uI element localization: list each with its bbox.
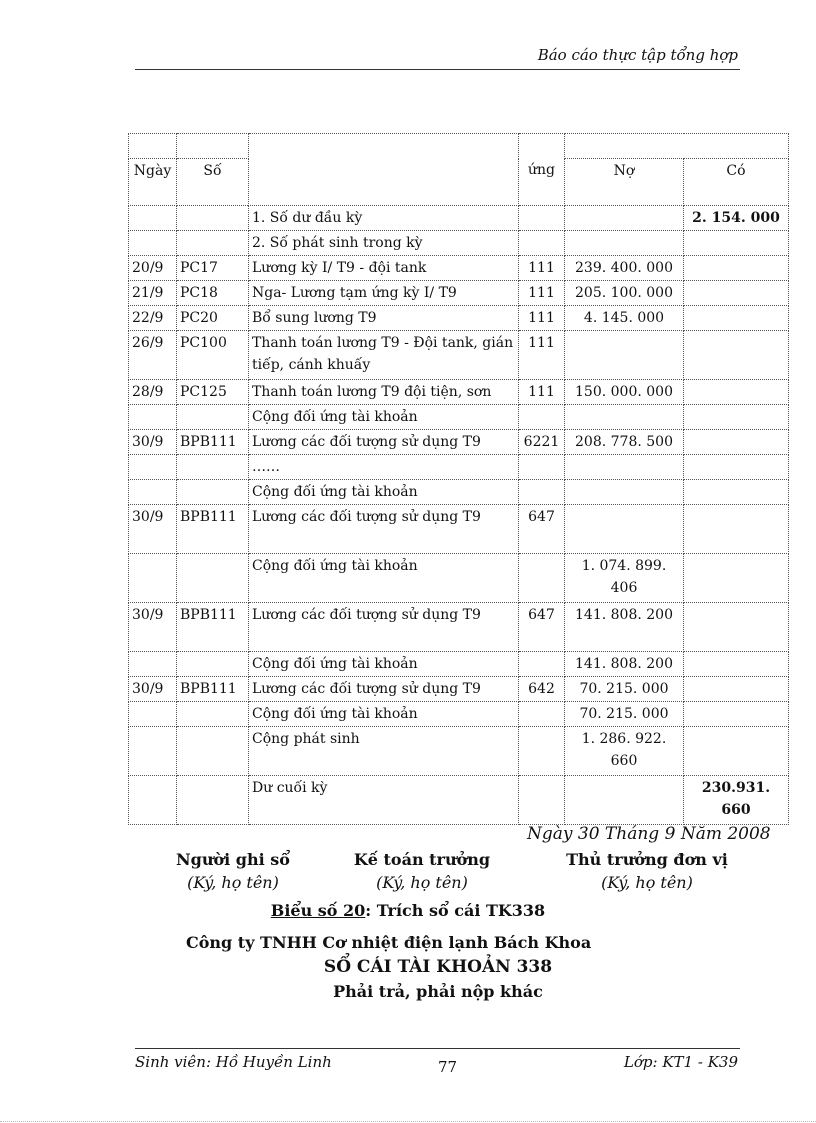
col-header-account: ứng bbox=[519, 134, 565, 206]
cell-account: 642 bbox=[519, 677, 565, 702]
chief-accountant-title: Kế toán trưởng bbox=[353, 850, 491, 869]
cell-description: Cộng đối ứng tài khoản bbox=[249, 702, 519, 727]
recorder-hint: (Ký, họ tên) bbox=[187, 873, 279, 892]
cell-credit bbox=[684, 281, 789, 306]
cell-number bbox=[177, 405, 249, 430]
cell-account bbox=[519, 652, 565, 677]
cell-account bbox=[519, 455, 565, 480]
cell-credit bbox=[684, 603, 789, 652]
signoff-date: Ngày 30 Tháng 9 Năm 2008 bbox=[527, 824, 771, 844]
table-row bbox=[129, 306, 789, 331]
cell-account bbox=[519, 727, 565, 776]
cell-credit bbox=[684, 727, 789, 776]
cell-account bbox=[519, 405, 565, 430]
cell-account: 111 bbox=[519, 331, 565, 380]
recorder-title: Người ghi sổ bbox=[176, 850, 290, 869]
cell-credit bbox=[684, 455, 789, 480]
cell-description: Cộng phát sinh bbox=[249, 727, 519, 776]
cell-number: BPB111 bbox=[177, 677, 249, 702]
cell-credit bbox=[684, 505, 789, 554]
cell-number bbox=[177, 702, 249, 727]
col-header-number: Số bbox=[177, 159, 249, 206]
cell-number: BPB111 bbox=[177, 505, 249, 554]
cell-number bbox=[177, 455, 249, 480]
cell-date bbox=[129, 776, 177, 825]
cell-debit: 141. 808. 200 bbox=[565, 603, 684, 652]
cell-debit: 4. 145. 000 bbox=[565, 306, 684, 331]
cell-description: Thanh toán lương T9 đội tiện, sơn bbox=[249, 380, 519, 405]
table-row bbox=[129, 776, 789, 825]
cell-description: Bổ sung lương T9 bbox=[249, 306, 519, 331]
ledger-table bbox=[128, 133, 789, 825]
cell-credit bbox=[684, 652, 789, 677]
col-header-debit: Nợ bbox=[565, 159, 684, 206]
cell-date: 28/9 bbox=[129, 380, 177, 405]
cell-description: Lương các đối tượng sử dụng T9 bbox=[249, 677, 519, 702]
cell-description: Lương kỳ I/ T9 - đội tank bbox=[249, 256, 519, 281]
cell-description: Cộng đối ứng tài khoản bbox=[249, 405, 519, 430]
cell-description: Nga- Lương tạm ứng kỳ I/ T9 bbox=[249, 281, 519, 306]
cell-number: PC18 bbox=[177, 281, 249, 306]
cell-number bbox=[177, 206, 249, 231]
cell-credit bbox=[684, 380, 789, 405]
cell-number bbox=[177, 727, 249, 776]
cell-credit bbox=[684, 231, 789, 256]
footer-student: Sinh viên: Hồ Huyền Linh bbox=[135, 1053, 332, 1071]
col-header-date: Ngày bbox=[129, 159, 177, 206]
cell-account bbox=[519, 702, 565, 727]
ledger-title: SỔ CÁI TÀI KHOẢN 338 bbox=[323, 957, 553, 977]
table-row bbox=[129, 677, 789, 702]
cell-date: 21/9 bbox=[129, 281, 177, 306]
cell-date bbox=[129, 727, 177, 776]
cell-number bbox=[177, 652, 249, 677]
cell-debit: 1. 074. 899. 406 bbox=[565, 554, 684, 603]
cell-number: PC20 bbox=[177, 306, 249, 331]
table-row bbox=[129, 727, 789, 776]
cell-number: PC17 bbox=[177, 256, 249, 281]
cell-account: 111 bbox=[519, 256, 565, 281]
cell-credit bbox=[684, 405, 789, 430]
cell-date: 30/9 bbox=[129, 430, 177, 455]
cell-account: 647 bbox=[519, 603, 565, 652]
cell-date bbox=[129, 554, 177, 603]
cell-account: 111 bbox=[519, 281, 565, 306]
company-name: Công ty TNHH Cơ nhiệt điện lạnh Bách Khoa bbox=[186, 933, 592, 952]
caption-text: : Trích sổ cái TK338 bbox=[365, 901, 546, 920]
cell-date bbox=[129, 455, 177, 480]
header-divider bbox=[135, 69, 740, 70]
cell-number: PC100 bbox=[177, 331, 249, 380]
table-row bbox=[129, 206, 789, 231]
table-row bbox=[129, 281, 789, 306]
head-of-unit-title: Thủ trưởng đơn vị bbox=[566, 850, 728, 869]
cell-date bbox=[129, 652, 177, 677]
cell-description: Lương các đối tượng sử dụng T9 bbox=[249, 505, 519, 554]
figure-caption bbox=[0, 901, 816, 920]
table-row bbox=[129, 554, 789, 603]
cell-date: 26/9 bbox=[129, 331, 177, 380]
cell-debit: 70. 215. 000 bbox=[565, 702, 684, 727]
cell-account bbox=[519, 231, 565, 256]
cell-credit bbox=[684, 331, 789, 380]
cell-credit: 2. 154. 000 bbox=[684, 206, 789, 231]
cell-date: 30/9 bbox=[129, 505, 177, 554]
cell-credit bbox=[684, 256, 789, 281]
cell-account: 647 bbox=[519, 505, 565, 554]
cell-description: Lương các đối tượng sử dụng T9 bbox=[249, 603, 519, 652]
cell-account: 111 bbox=[519, 380, 565, 405]
cell-debit: 205. 100. 000 bbox=[565, 281, 684, 306]
cell-number bbox=[177, 776, 249, 825]
cell-description: Dư cuối kỳ bbox=[249, 776, 519, 825]
cell-debit bbox=[565, 331, 684, 380]
signature-recorder bbox=[168, 850, 298, 892]
bottom-dotted-rule bbox=[0, 1121, 816, 1122]
table-row bbox=[129, 380, 789, 405]
page-number: 77 bbox=[438, 1058, 458, 1076]
cell-debit: 141. 808. 200 bbox=[565, 652, 684, 677]
cell-date: 30/9 bbox=[129, 603, 177, 652]
cell-date bbox=[129, 206, 177, 231]
cell-number: BPB111 bbox=[177, 430, 249, 455]
cell-date: 20/9 bbox=[129, 256, 177, 281]
footer-class: Lớp: KT1 - K39 bbox=[623, 1053, 738, 1071]
cell-number bbox=[177, 554, 249, 603]
cell-account bbox=[519, 480, 565, 505]
table-row bbox=[129, 652, 789, 677]
cell-number: PC125 bbox=[177, 380, 249, 405]
cell-description: 1. Số dư đầu kỳ bbox=[249, 206, 519, 231]
head-of-unit-hint: (Ký, họ tên) bbox=[601, 873, 693, 892]
cell-debit bbox=[565, 455, 684, 480]
cell-debit bbox=[565, 405, 684, 430]
cell-debit bbox=[565, 505, 684, 554]
cell-date bbox=[129, 405, 177, 430]
col-header-credit: Có bbox=[684, 159, 789, 206]
signature-head-of-unit bbox=[562, 850, 732, 892]
table-row bbox=[129, 430, 789, 455]
cell-credit bbox=[684, 306, 789, 331]
table-row bbox=[129, 702, 789, 727]
cell-account: 6221 bbox=[519, 430, 565, 455]
cell-credit bbox=[684, 430, 789, 455]
table-row bbox=[129, 480, 789, 505]
cell-date: 30/9 bbox=[129, 677, 177, 702]
report-header-title: Báo cáo thực tập tổng hợp bbox=[537, 46, 738, 64]
cell-account bbox=[519, 776, 565, 825]
cell-number bbox=[177, 480, 249, 505]
cell-description: Thanh toán lương T9 - Đội tank, gián tiếp, cánh khuấy bbox=[249, 331, 519, 380]
caption-label: Biểu số 20 bbox=[270, 901, 366, 920]
cell-debit bbox=[565, 206, 684, 231]
cell-account: 111 bbox=[519, 306, 565, 331]
cell-description: Cộng đối ứng tài khoản bbox=[249, 652, 519, 677]
cell-debit: 1. 286. 922. 660 bbox=[565, 727, 684, 776]
table-row bbox=[129, 505, 789, 554]
cell-credit bbox=[684, 677, 789, 702]
cell-credit bbox=[684, 702, 789, 727]
cell-date bbox=[129, 231, 177, 256]
table-row bbox=[129, 256, 789, 281]
chief-accountant-hint: (Ký, họ tên) bbox=[376, 873, 468, 892]
cell-description: Cộng đối ứng tài khoản bbox=[249, 480, 519, 505]
cell-description: Lương các đối tượng sử dụng T9 bbox=[249, 430, 519, 455]
cell-debit bbox=[565, 480, 684, 505]
cell-number bbox=[177, 231, 249, 256]
cell-debit: 208. 778. 500 bbox=[565, 430, 684, 455]
cell-date bbox=[129, 702, 177, 727]
cell-debit: 150. 000. 000 bbox=[565, 380, 684, 405]
table-header-blank-row bbox=[129, 134, 789, 159]
table-row bbox=[129, 405, 789, 430]
cell-debit: 70. 215. 000 bbox=[565, 677, 684, 702]
cell-description: Cộng đối ứng tài khoản bbox=[249, 554, 519, 603]
ledger-subtitle: Phải trả, phải nộp khác bbox=[333, 982, 543, 1001]
table-row bbox=[129, 603, 789, 652]
cell-debit bbox=[565, 776, 684, 825]
cell-credit bbox=[684, 480, 789, 505]
cell-date bbox=[129, 480, 177, 505]
table-row bbox=[129, 231, 789, 256]
cell-account bbox=[519, 206, 565, 231]
cell-account bbox=[519, 554, 565, 603]
cell-debit bbox=[565, 231, 684, 256]
cell-credit bbox=[684, 554, 789, 603]
cell-number: BPB111 bbox=[177, 603, 249, 652]
footer-divider bbox=[135, 1048, 740, 1049]
cell-debit: 239. 400. 000 bbox=[565, 256, 684, 281]
cell-description: …… bbox=[249, 455, 519, 480]
table-row bbox=[129, 455, 789, 480]
cell-description: 2. Số phát sinh trong kỳ bbox=[249, 231, 519, 256]
cell-date: 22/9 bbox=[129, 306, 177, 331]
cell-credit: 230.931. 660 bbox=[684, 776, 789, 825]
table-row bbox=[129, 331, 789, 380]
signature-chief-accountant bbox=[352, 850, 492, 892]
